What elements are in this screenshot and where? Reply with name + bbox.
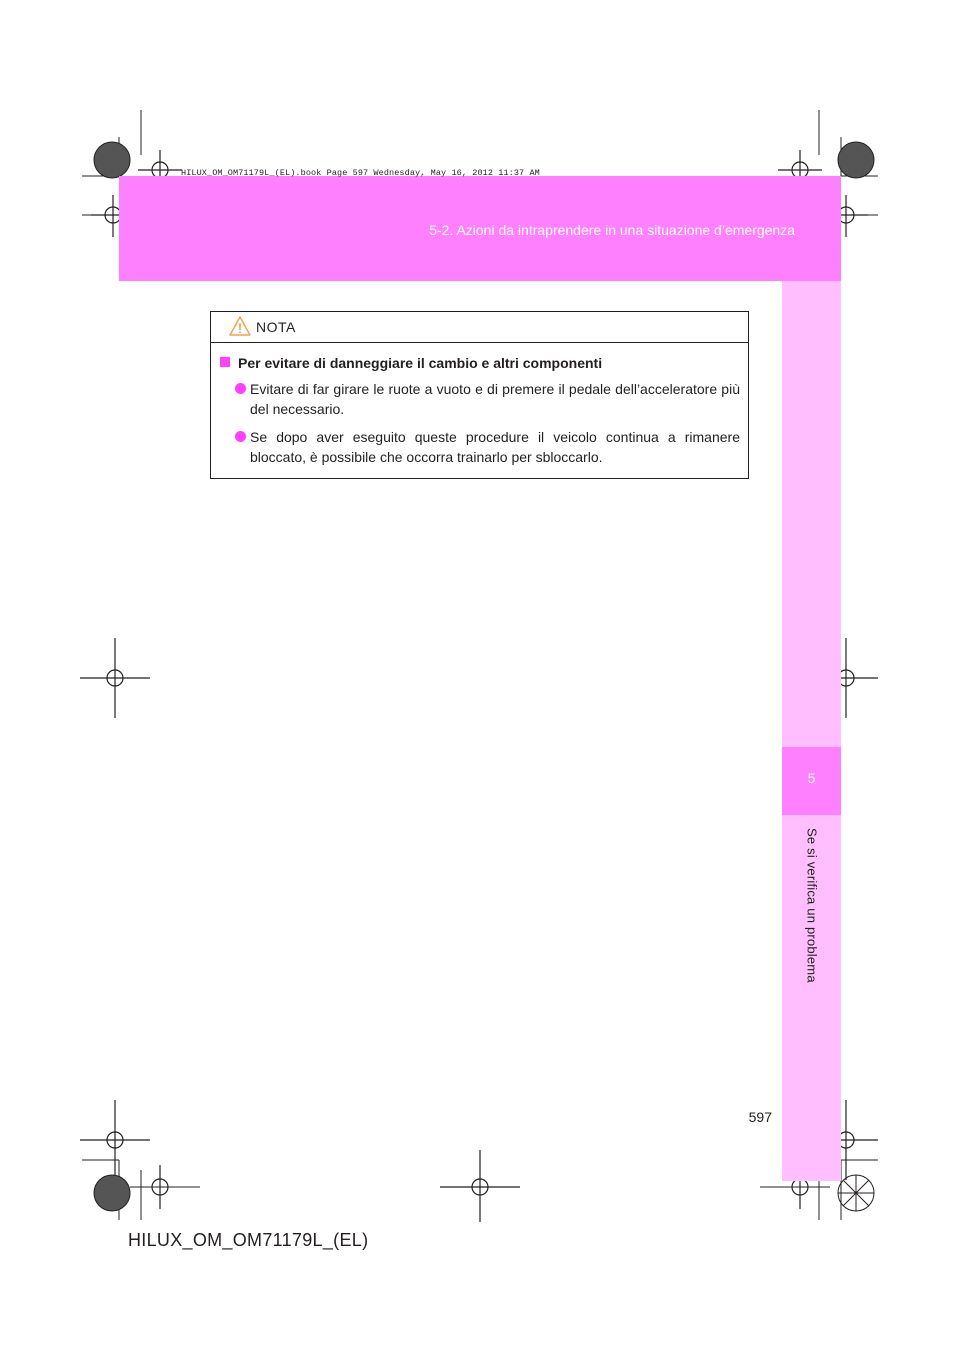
note-section-title: Per evitare di danneggiare il cambio e altri componenti xyxy=(220,353,740,373)
document-code: HILUX_OM_OM71179L_(EL) xyxy=(128,1230,369,1250)
warning-triangle-icon xyxy=(229,316,251,336)
chapter-number: 5 xyxy=(807,770,816,786)
book-file-info: HILUX_OM_OM71179L_(EL).book Page 597 Wednesday, May 16, 2012 11:37 AM xyxy=(181,168,540,178)
side-tab xyxy=(782,281,841,1181)
chapter-title: Se si verifica un problema xyxy=(804,828,820,983)
circle-bullet-icon xyxy=(235,431,246,442)
square-bullet-icon xyxy=(220,357,230,367)
note-header xyxy=(211,312,748,343)
note-item: Se dopo aver eseguito queste procedure il veicolo continua a rimanere bloccato, è possibile che occorra trainarlo per sbloccarlo. xyxy=(220,427,740,467)
page-number: 597 xyxy=(748,1109,772,1125)
circle-bullet-icon xyxy=(235,383,246,394)
note-body xyxy=(211,343,748,467)
note-box xyxy=(210,311,749,479)
note-title: NOTA xyxy=(256,319,296,335)
running-head: 5-2. Azioni da intraprendere in una situazione d’emergenza xyxy=(429,222,795,238)
note-item: Evitare di far girare le ruote a vuoto e di premere il pedale dell’acceleratore più del necessario. xyxy=(220,379,740,419)
